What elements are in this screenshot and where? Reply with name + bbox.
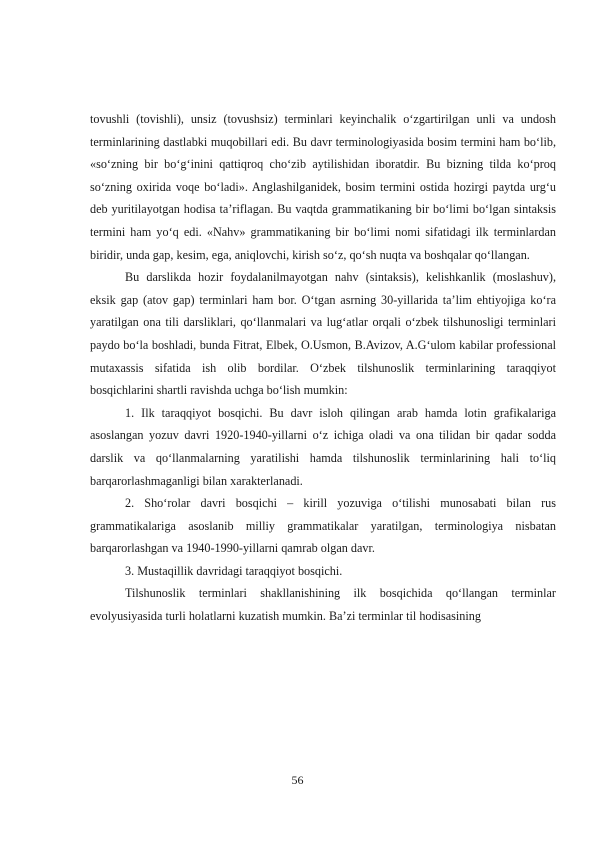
body-text — [90, 108, 556, 628]
paragraph-2: Bu darslikda hozir foydalanilmayotgan nahv (sintaksis), kelishkanlik (moslashuv), eksik gap (atov gap) terminlari ham bor. O‘tgan asrning 30-yillarida ta’lim ehtiyojiga ko‘ra yaratilgan ona tili darsliklari, qo‘llanmalari va lug‘atlar orqali o‘zbek tilshunosligi terminlari paydo bo‘la boshladi, bunda Fitrat, Elbek, O.Usmon, B.Avizov, A.G‘ulom kabilar professional mutaxassis sifatida ish olib bordilar. O‘zbek tilshunoslik terminlarining taraqqiyot bosqichlarini shartli ravishda uchga bo‘lish mumkin: — [90, 270, 556, 398]
page-number: 56 — [291, 773, 304, 787]
paragraph-last: Tilshunoslik terminlari shakllanishining ilk bosqichida qo‘llangan terminlar evolyusiyasida turli holatlarni kuzatish mumkin. Ba’zi terminlar til hodisasining — [90, 586, 556, 624]
paragraph-stage-1: 1. Ilk taraqqiyot bosqichi. Bu davr isloh qilingan arab hamda lotin grafikalariga asoslangan yozuv davri 1920-1940-yillarni o‘z ichiga oladi va ona tilidan bir qadar sodda darslik va qo‘llanmalarning yaratilishi hamda tilshunoslik terminlarining hali to‘liq barqarorlashmaganligi bilan xarakterlanadi. — [90, 405, 556, 488]
paragraph-stage-3: 3. Mustaqillik davridagi taraqqiyot bosqichi. — [125, 563, 343, 578]
paragraph-1-continuation: tovushli (tovishli), unsiz (tovushsiz) terminlari keyinchalik o‘zgartirilgan unli va undosh terminlarining dastlabki muqobillari edi. Bu davr terminologiyasida bosim termini ham bo‘lib, «so‘zning bir bo‘g‘inini qattiqroq cho‘zib aytilishidan iboratdir. Bu bizning tilda ko‘proq so‘zning oxirida voqe bo‘ladi». Anglashilganidek, bosim termini ostida hozirgi paytda urg‘u deb yuritilayotgan hodisa ta’riflagan. Bu vaqtda grammatikaning bir bo‘limi bo‘lgan sintaksis termini ham yo‘q edi. «Nahv» grammatikaning bir bo‘limi nomi sifatidagi ilk terminlardan biridir, unda gap, kesim, ega, aniqlovchi, kirish so‘z, qo‘sh nuqta va boshqalar qo‘llangan. — [90, 112, 556, 262]
paragraph-stage-2: 2. Sho‘rolar davri bosqichi – kirill yozuviga o‘tilishi munosabati bilan rus grammatikalariga asoslanib milliy grammatikalar yaratilgan, terminologiya nisbatan barqarorlashgan va 1940-1990-yillarni qamrab olgan davr. — [90, 496, 556, 556]
